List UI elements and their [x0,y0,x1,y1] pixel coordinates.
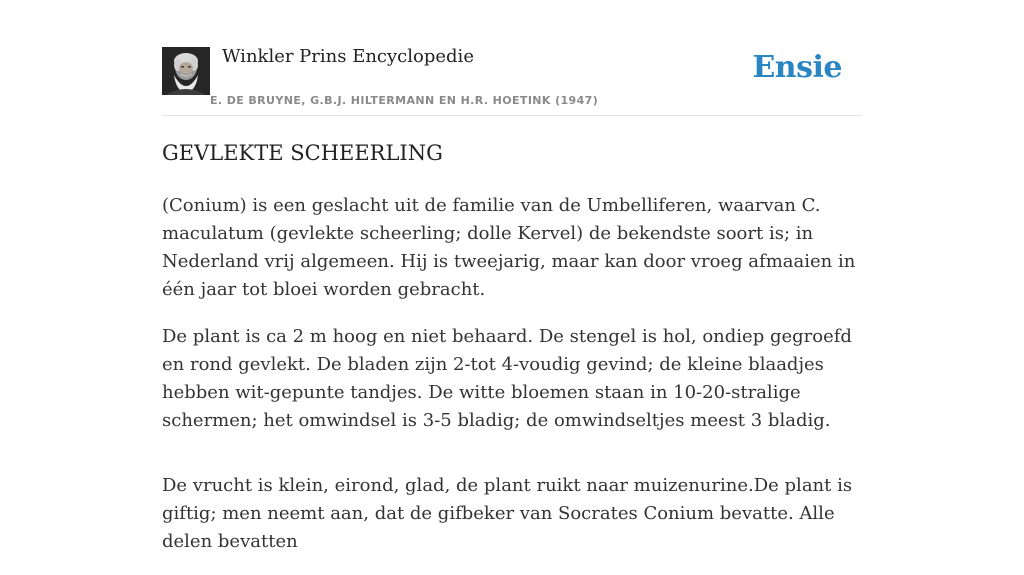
page-container [162,0,862,552]
site-title[interactable]: Winkler Prins Encyclopedie [222,46,474,67]
bearded-man-portrait-icon [162,47,210,95]
article-paragraph: (Conium) is een geslacht uit de familie van de Umbelliferen, waarvan C. maculatum (gevlekte scheerling; dolle Kervel) de bekendste soort is; in Nederland vrij algemeen. Hij is tweejarig, maar kan door vroeg afmaaien in één jaar tot bloei worden gebracht. [162,195,856,300]
article-body [162,192,862,575]
article-paragraph: De plant is ca 2 m hoog en niet behaard. De stengel is hol, ondiep gegroefd en rond gevlekt. De bladen zijn 2-tot 4-voudig gevind; de kleine blaadjes hebben wit-gepunte tandjes. De witte bloemen staan in 10-20-stralige schermen; het omwindsel is 3-5 bladig; de omwindseltjes meest 3 bladig. [162,326,852,431]
article-title: GEVLEKTE SCHEERLING [162,141,443,165]
article-paragraph: De vrucht is klein, eirond, glad, de plant ruikt naar muizenurine.De plant is giftig; men neemt aan, dat de gifbeker van Socrates Conium bevatte. Alle delen bevatten [162,475,853,552]
author-byline: E. DE BRUYNE, G.B.J. HILTERMANN EN H.R. HOETINK (1947) [210,94,599,107]
author-avatar[interactable] [162,47,210,95]
brand-logo[interactable]: Ensie [752,50,842,85]
site-header [162,0,862,116]
